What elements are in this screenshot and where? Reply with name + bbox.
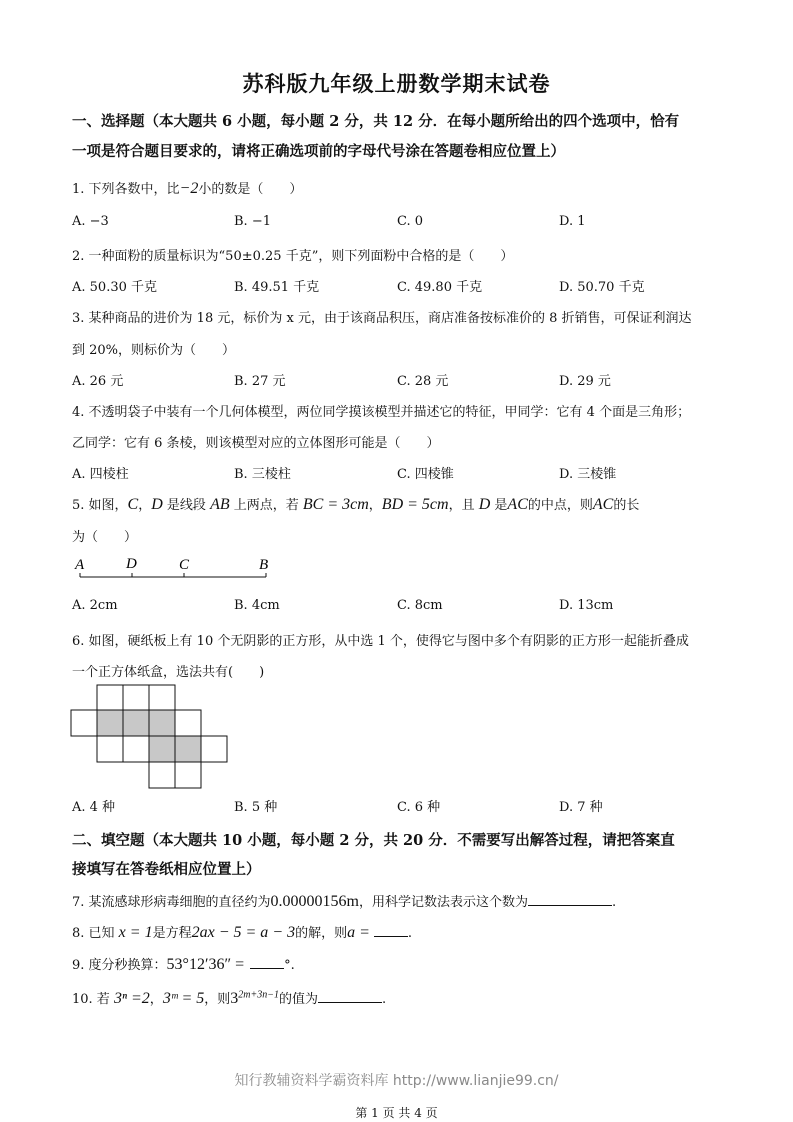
- section2-heading-line2: 接填写在答卷纸相应位置上）: [72, 861, 261, 878]
- grid-square: [149, 685, 175, 710]
- question-1: 1. 下列各数中，比−2小的数是（ ）: [72, 180, 303, 197]
- q5-option-c: C. 8cm: [397, 598, 443, 613]
- math-neg2: −2: [179, 180, 199, 197]
- answer-blank-9[interactable]: [250, 956, 284, 969]
- grid-square: [175, 710, 201, 736]
- grid-square: [123, 736, 149, 762]
- q3-option-d: D. 29 元: [559, 374, 611, 389]
- paper-grid-figure: [70, 684, 232, 790]
- question-5-line1: 5. 如图，C，D 是线段 AB 上两点，若 BC = 3cm，BD = 5cm，且 D 是AC的中点，则AC的长: [72, 496, 640, 513]
- point-a-label: A: [75, 557, 85, 573]
- question-10: 10. 若 3ⁿ =2，3ᵐ = 5，则$3^{2m+3n-1}$的值为 .: [72, 989, 387, 1007]
- q3-option-c: C. 28 元: [397, 374, 449, 389]
- watermark-link[interactable]: 知行教辅资料学霸资料库 http://www.lianjie99.cn/: [234, 1073, 559, 1089]
- question-6-line2: 一个正方体纸盒，选法共有( ): [72, 665, 265, 680]
- question-4-line2: 乙同学：它有 6 条棱，则该模型对应的立体图形可能是（ ）: [72, 436, 440, 451]
- section1-heading-line2: 一项是符合题目要求的，请将正确选项前的字母代号涂在答题卷相应位置上）: [72, 143, 565, 160]
- question-7: 7. 某流感球形病毒细胞的直径约为0.00000156m，用科学记数法表示这个数为 .: [72, 893, 617, 910]
- q1-option-a: A. −3: [72, 214, 109, 229]
- answer-blank-10[interactable]: [318, 990, 382, 1003]
- q2-option-a: A. 50.30 千克: [72, 280, 158, 295]
- section2-heading-line1: 二、填空题（本大题共 10 小题，每小题 2 分，共 20 分．不需要写出解答过程，请把答案直: [72, 832, 675, 849]
- grid-square: [97, 736, 123, 762]
- q3-option-b: B. 27 元: [234, 374, 286, 389]
- grid-square: [201, 736, 227, 762]
- question-3-line1: 3. 某种商品的进价为 18 元，标价为 x 元，由于该商品积压，商店准备按标准价的 8 折销售，可保证利润达: [72, 311, 692, 326]
- shaded-square: [149, 710, 175, 736]
- q6-option-c: C. 6 种: [397, 800, 441, 815]
- q6-option-d: D. 7 种: [559, 800, 603, 815]
- point-c-label: C: [179, 557, 190, 573]
- grid-square: [71, 710, 97, 736]
- q4-option-a: A. 四棱柱: [72, 467, 129, 482]
- q6-option-a: A. 4 种: [72, 800, 116, 815]
- answer-blank-8[interactable]: [374, 924, 408, 937]
- shaded-square: [149, 736, 175, 762]
- grid-square: [175, 762, 201, 788]
- q5-option-a: A. 2cm: [72, 598, 118, 613]
- q1-option-d: D. 1: [559, 214, 586, 229]
- answer-blank-7[interactable]: [528, 893, 612, 906]
- shaded-square: [123, 710, 149, 736]
- point-d-label: D: [126, 556, 137, 572]
- question-5-line2: 为（ ）: [72, 530, 138, 545]
- question-2: 2. 一种面粉的质量标识为“50±0.25 千克”，则下列面粉中合格的是（ ）: [72, 249, 514, 264]
- q6-option-b: B. 5 种: [234, 800, 278, 815]
- q2-option-c: C. 49.80 千克: [397, 280, 483, 295]
- section1-heading-line1: 一、选择题（本大题共 6 小题，每小题 2 分，共 12 分．在每小题所给出的四个选项中，恰有: [72, 113, 680, 130]
- question-4-line1: 4. 不透明袋子中装有一个几何体模型，两位同学摸该模型并描述它的特征，甲同学：它有 4 个面是三角形；: [72, 405, 691, 420]
- q3-option-a: A. 26 元: [72, 374, 124, 389]
- question-3-line2: 到 20%，则标价为（ ）: [72, 343, 236, 358]
- q4-option-c: C. 四棱锥: [397, 467, 454, 482]
- grid-square: [97, 685, 123, 710]
- q4-option-b: B. 三棱柱: [234, 467, 291, 482]
- q2-option-b: B. 49.51 千克: [234, 280, 320, 295]
- q5-option-b: B. 4cm: [234, 598, 280, 613]
- question-8: 8. 已知 x = 1是方程2ax − 5 = a − 3的解，则a = .: [72, 924, 413, 941]
- q1-option-b: B. −1: [234, 214, 271, 229]
- segment-figure: [72, 552, 282, 586]
- grid-square: [123, 685, 149, 710]
- shaded-square: [175, 736, 201, 762]
- exam-title: 苏科版九年级上册数学期末试卷: [242, 71, 551, 96]
- shaded-square: [97, 710, 123, 736]
- q2-option-d: D. 50.70 千克: [559, 280, 645, 295]
- question-6-line1: 6. 如图，硬纸板上有 10 个无阴影的正方形，从中选 1 个，使得它与图中多个有阴影的正方形一起能折叠成: [72, 634, 689, 649]
- point-b-label: B: [259, 557, 269, 573]
- page-number: 第 1 页 共 4 页: [355, 1106, 438, 1120]
- q1-option-c: C. 0: [397, 214, 424, 229]
- grid-square: [149, 762, 175, 788]
- q4-option-d: D. 三棱锥: [559, 467, 617, 482]
- question-9: 9. 度分秒换算：53°12′36″ = °.: [72, 956, 295, 973]
- q5-option-d: D. 13cm: [559, 598, 614, 613]
